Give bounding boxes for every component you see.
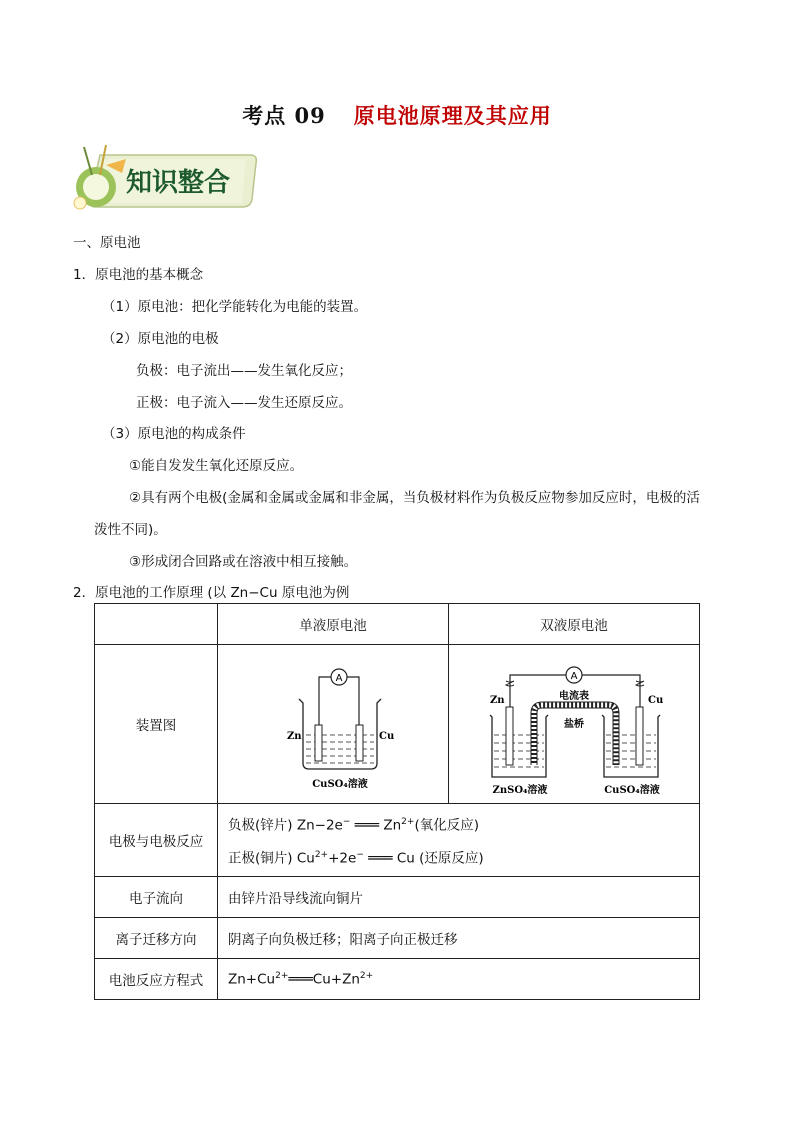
item-negative: 负极：电子流出——发生氧化反应； (136, 363, 352, 379)
item-definition: （1）原电池：把化学能转化为电能的装置。 (102, 299, 368, 315)
svg-text:A: A (335, 673, 343, 684)
condition-2: ②具有两个电极(金属和金属或金属和非金属，当负极材料作为负极反应物参加反应时，电极的活 (129, 490, 700, 506)
single-cell-svg (223, 647, 443, 797)
negative-reaction: 负极(锌片) Zn−2e− ═══ $Zn^{2+}$(氧化反应) (228, 816, 479, 833)
subsection-1: 1．原电池的基本概念 (73, 267, 204, 283)
svg-text:ZnSO₄溶液: ZnSO₄溶液 (492, 785, 548, 796)
svg-text:Zn: Zn (287, 731, 302, 742)
row-label-electron: 电子流向 (95, 877, 218, 918)
subsection-2: 2．原电池的工作原理 (以 Zn−Cu 原电池为例 (73, 585, 350, 601)
condition-1: ①能自发发生氧化还原反应。 (129, 458, 304, 474)
ion-migration: 阴离子向负极迁移；阳离子向正极迁移 (218, 918, 700, 959)
total-reaction: $Zn+Cu^{2+}═══Cu+Zn^{2+}$ (218, 959, 700, 1000)
svg-text:电流表: 电流表 (559, 691, 589, 702)
condition-3: ③形成闭合回路或在溶液中相互接触。 (129, 554, 358, 570)
header-double: 双液原电池 (449, 604, 700, 645)
double-cell-svg (454, 647, 694, 797)
svg-text:A: A (570, 671, 578, 682)
svg-text:盐桥: 盐桥 (564, 719, 584, 730)
banner-text: 知识整合 (125, 168, 231, 198)
section-heading: 一、原电池 (73, 235, 141, 251)
item-positive: 正极：电子流入——发生还原反应。 (136, 395, 352, 411)
table-corner (95, 604, 218, 645)
svg-text:CuSO₄溶液: CuSO₄溶液 (312, 779, 368, 790)
double-cell-diagram (449, 645, 700, 804)
title-code: 考点 09 (242, 103, 326, 128)
item-electrodes: （2）原电池的电极 (102, 331, 219, 347)
svg-text:Cu: Cu (648, 695, 664, 706)
electrode-reactions (218, 804, 700, 877)
page-title (0, 100, 794, 130)
knowledge-banner (70, 143, 260, 213)
row-label-electrode: 电极与电极反应 (95, 804, 218, 877)
svg-text:Cu: Cu (379, 731, 395, 742)
svg-text:Zn: Zn (490, 695, 505, 706)
row-label-total: 电池反应方程式 (95, 959, 218, 1000)
item-conditions: （3）原电池的构成条件 (102, 426, 246, 442)
single-cell-diagram (218, 645, 449, 804)
title-topic: 原电池原理及其应用 (353, 104, 552, 128)
header-single: 单液原电池 (218, 604, 449, 645)
row-label-device: 装置图 (95, 645, 218, 804)
condition-2-cont: 泼性不同)。 (94, 522, 167, 538)
positive-reaction: 正极(铜片) $Cu^{2+}+2e^-$ ═══ Cu (还原反应) (228, 850, 484, 867)
principle-table (94, 603, 700, 1000)
electron-flow: 由锌片沿导线流向铜片 (218, 877, 700, 918)
svg-text:CuSO₄溶液: CuSO₄溶液 (604, 785, 660, 796)
row-label-ion: 离子迁移方向 (95, 918, 218, 959)
